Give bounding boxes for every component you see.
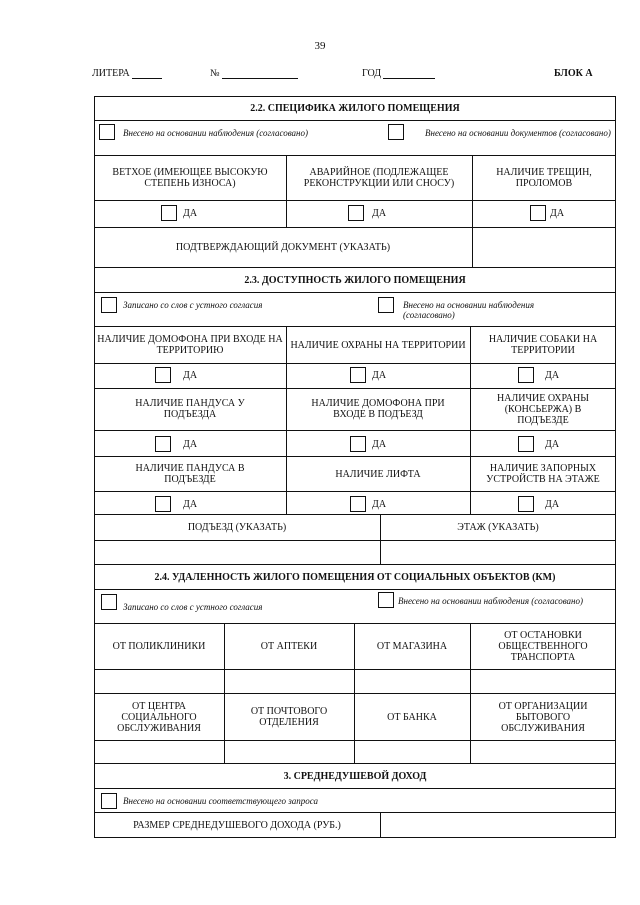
- ramp-inside-yes-checkbox[interactable]: [155, 496, 171, 512]
- shop-distance-label: ОТ МАГАЗИНА: [376, 640, 448, 652]
- year-field[interactable]: ГОД: [362, 68, 435, 79]
- cracks-label: НАЛИЧИЕ ТРЕЩИН, ПРОЛОМОВ: [496, 167, 592, 189]
- documents-checkbox[interactable]: [388, 124, 404, 140]
- section-2-3-title: 2.3. ДОСТУПНОСТЬ ЖИЛОГО ПОМЕЩЕНИЯ: [244, 274, 466, 286]
- income-label: РАЗМЕР СРЕДНЕДУШЕВОГО ДОХОДА (РУБ.): [133, 819, 341, 831]
- cracks-yes-checkbox[interactable]: [530, 205, 546, 221]
- security-territory-yes-checkbox[interactable]: [350, 367, 366, 383]
- social-center-distance-label: ОТ ЦЕНТРА СОЦИАЛЬНОГО ОБСЛУЖИВАНИЯ: [117, 700, 201, 734]
- oral-consent-label: Записано со слов с устного согласия: [123, 300, 263, 310]
- yes-label: ДА: [550, 208, 565, 219]
- yes-label: ДА: [545, 439, 560, 450]
- yes-label: ДА: [372, 370, 387, 381]
- yes-label: ДА: [372, 439, 387, 450]
- ramp-inside-label: НАЛИЧИЕ ПАНДУСА В ПОДЪЕЗДЕ: [135, 463, 245, 485]
- yes-label: ДА: [183, 370, 198, 381]
- transport-distance-label: ОТ ОСТАНОВКИ ОБЩЕСТВЕННОГО ТРАНСПОРТА: [498, 629, 588, 663]
- dog-territory-yes-checkbox[interactable]: [518, 367, 534, 383]
- observation-label: Внесено на основании наблюдения (согласовано): [123, 128, 309, 138]
- floor-input[interactable]: [381, 541, 615, 563]
- documents-label: Внесено на основании документов (согласовано): [425, 128, 611, 138]
- intercom-entrance-yes-checkbox[interactable]: [350, 436, 366, 452]
- page-number: 39: [314, 40, 326, 52]
- post-office-distance-label: ОТ ПОЧТОВОГО ОТДЕЛЕНИЯ: [250, 706, 328, 728]
- entrance-label: ПОДЪЕЗД (УКАЗАТЬ): [187, 521, 287, 533]
- security-territory-label: НАЛИЧИЕ ОХРАНЫ НА ТЕРРИТОРИИ: [290, 339, 466, 351]
- emergency-label: АВАРИЙНОЕ (ПОДЛЕЖАЩЕЕ РЕКОНСТРУКЦИИ ИЛИ СНОСУ): [303, 167, 455, 189]
- locks-floor-yes-checkbox[interactable]: [518, 496, 534, 512]
- emergency-yes-checkbox[interactable]: [348, 205, 364, 221]
- income-input[interactable]: [381, 813, 615, 837]
- clinic-distance-label: ОТ ПОЛИКЛИНИКИ: [112, 640, 206, 652]
- yes-label: ДА: [372, 208, 387, 219]
- intercom-territory-yes-checkbox[interactable]: [155, 367, 171, 383]
- intercom-territory-label: НАЛИЧИЕ ДОМОФОНА ПРИ ВХОДЕ НА ТЕРРИТОРИЮ: [97, 334, 283, 356]
- block-label: БЛОК А: [554, 68, 593, 79]
- bank-distance-label: ОТ БАНКА: [387, 711, 437, 723]
- section-2-2-title: 2.2. СПЕЦИФИКА ЖИЛОГО ПОМЕЩЕНИЯ: [250, 102, 460, 114]
- litera-field[interactable]: ЛИТЕРА: [92, 68, 162, 79]
- locks-floor-label: НАЛИЧИЕ ЗАПОРНЫХ УСТРОЙСТВ НА ЭТАЖЕ: [486, 463, 600, 485]
- observation-checkbox-2-3[interactable]: [378, 297, 394, 313]
- observation-label-2-4: Внесено на основании наблюдения (согласовано): [398, 596, 584, 606]
- yes-label: ДА: [545, 499, 560, 510]
- section-3-title: 3. СРЕДНЕДУШЕВОЙ ДОХОД: [283, 770, 427, 782]
- pharmacy-distance-label: ОТ АПТЕКИ: [260, 640, 318, 652]
- concierge-entrance-label: НАЛИЧИЕ ОХРАНЫ (КОНСЬЕРЖА) В ПОДЪЕЗДЕ: [497, 392, 589, 426]
- number-field[interactable]: №: [210, 68, 298, 79]
- dilapidated-label: ВЕТХОЕ (ИМЕЮЩЕЕ ВЫСОКУЮ СТЕПЕНЬ ИЗНОСА): [112, 167, 268, 189]
- dog-territory-label: НАЛИЧИЕ СОБАКИ НА ТЕРРИТОРИИ: [488, 334, 598, 356]
- observation-checkbox[interactable]: [99, 124, 115, 140]
- elevator-yes-checkbox[interactable]: [350, 496, 366, 512]
- request-checkbox[interactable]: [101, 793, 117, 809]
- dilapidated-yes-checkbox[interactable]: [161, 205, 177, 221]
- ramp-entrance-label: НАЛИЧИЕ ПАНДУСА У ПОДЪЕЗДА: [135, 398, 245, 420]
- yes-label: ДА: [183, 439, 198, 450]
- yes-label: ДА: [372, 499, 387, 510]
- supporting-document-label: ПОДТВЕРЖДАЮЩИЙ ДОКУМЕНТ (УКАЗАТЬ): [175, 241, 391, 253]
- section-2-4-title: 2.4. УДАЛЕННОСТЬ ЖИЛОГО ПОМЕЩЕНИЯ ОТ СОЦИАЛЬНЫХ ОБЪЕКТОВ (КМ): [154, 571, 556, 583]
- observation-label-2-3: Внесено на основании наблюдения (согласовано): [403, 300, 535, 320]
- yes-label: ДА: [183, 499, 198, 510]
- yes-label: ДА: [545, 370, 560, 381]
- floor-label: ЭТАЖ (УКАЗАТЬ): [457, 521, 539, 533]
- elevator-label: НАЛИЧИЕ ЛИФТА: [335, 468, 421, 480]
- concierge-entrance-yes-checkbox[interactable]: [518, 436, 534, 452]
- oral-consent-label-2-4: Записано со слов с устного согласия: [123, 602, 263, 612]
- service-distance-label: ОТ ОРГАНИЗАЦИИ БЫТОВОГО ОБСЛУЖИВАНИЯ: [498, 700, 588, 734]
- observation-checkbox-2-4[interactable]: [378, 592, 394, 608]
- entrance-input[interactable]: [95, 541, 379, 563]
- request-label: Внесено на основании соответствующего запроса: [123, 796, 318, 806]
- ramp-entrance-yes-checkbox[interactable]: [155, 436, 171, 452]
- yes-label: ДА: [183, 208, 198, 219]
- oral-consent-checkbox[interactable]: [101, 297, 117, 313]
- oral-consent-checkbox-2-4[interactable]: [101, 594, 117, 610]
- intercom-entrance-label: НАЛИЧИЕ ДОМОФОНА ПРИ ВХОДЕ В ПОДЪЕЗД: [311, 398, 445, 420]
